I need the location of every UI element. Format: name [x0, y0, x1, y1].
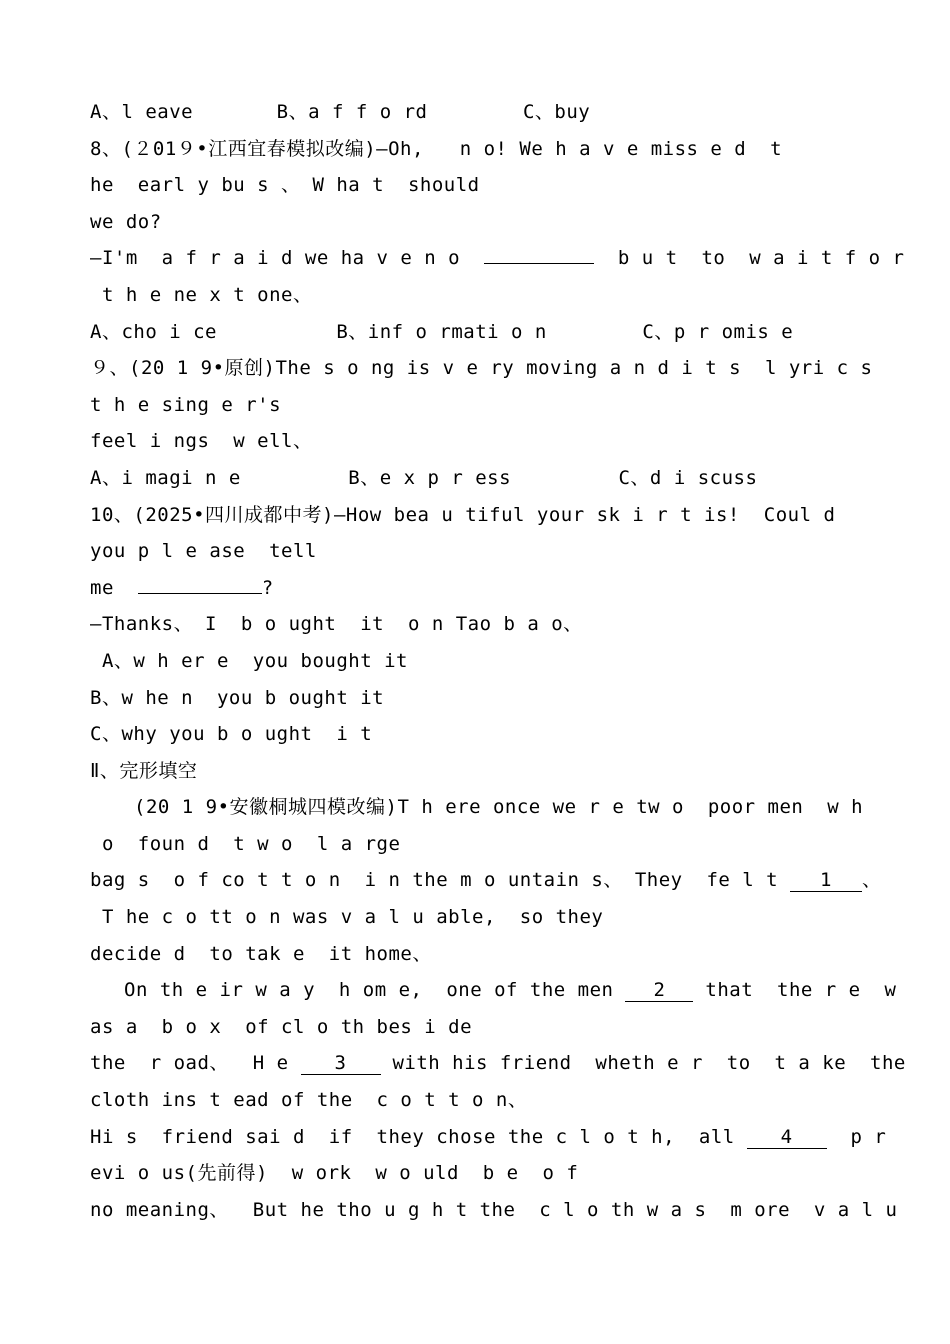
question-8-line-1: 8、(２01９•江西宜春模拟改编)—Oh, n o! We h a v e miss e d t	[90, 137, 783, 160]
passage-text-cont: that the r e w	[693, 979, 897, 1002]
option-line-7: A、l eave ​B、a f f o rd C、buy	[90, 101, 591, 123]
question-8-text-cont: b u t to w a i t f o r	[594, 247, 905, 270]
question-9-line-2: t h e sing e r's	[90, 393, 282, 416]
question-8-line-2: he earl y bu s 、 W ha t should	[90, 174, 480, 197]
question-8-line-3: we do?	[90, 210, 162, 233]
passage-line-2: o foun d t w o l a rge	[90, 832, 401, 855]
cloze-blank-2: 2	[625, 979, 693, 1002]
question-10-line-1: 10、(2025•四川成都中考)—How bea u tiful your sk i r t is! Coul d	[90, 503, 836, 526]
passage-line-7: as a b o x of cl o th bes i de	[90, 1015, 473, 1038]
passage-line-5: decide d to tak e it home、	[90, 942, 432, 965]
passage-text: the r oad、 H e	[90, 1052, 301, 1075]
passage-line-3	[90, 862, 882, 899]
passage-text-cont: 、	[862, 869, 882, 892]
passage-text-cont: with his friend wheth e r to t a ke the	[380, 1052, 906, 1075]
option-10-b: B、w he n you b ought it	[90, 686, 385, 709]
answer-blank	[138, 571, 262, 594]
cloze-blank-3: 3	[301, 1052, 381, 1075]
answer-blank	[484, 241, 594, 264]
passage-line-9: cloth ins t ead of the c o t t o n、	[90, 1089, 528, 1112]
cloze-blank-1: 1	[790, 869, 862, 892]
passage-line-6	[90, 972, 897, 1009]
option-line-9: A、i magi n e B、e x p r ess C、d i scuss	[90, 466, 758, 489]
question-8-text: —I'm a f r a i d we ha v e n o	[90, 247, 484, 270]
passage-line-10	[90, 1119, 887, 1156]
passage-line-1: (20 1 9•安徽桐城四模改编)T h ere once we r e tw o poor men w h	[134, 796, 864, 819]
question-8-line-5: t h e ne x t one、	[90, 283, 313, 306]
passage-line-12: no meaning、 But he tho u g h t the c l o th w a s m ore v a l u	[90, 1198, 898, 1221]
question-10-text: me	[90, 576, 138, 599]
question-8-line-4	[90, 240, 905, 277]
passage-text: On th e ir w a y h om e, one of the men	[124, 979, 626, 1002]
option-10-c: C、why you b o ught i t	[90, 723, 373, 746]
passage-text-cont: p r	[826, 1125, 887, 1148]
question-10-line-4: —Thanks、 I b o ught it o n Tao b a o、	[90, 613, 583, 636]
passage-text: Hi s friend sai d if they chose the c l o t h, all	[90, 1125, 747, 1148]
section-heading: Ⅱ、完形填空	[90, 759, 198, 782]
passage-line-11: evi o us(先前得) w ork w o uld b e o f	[90, 1162, 579, 1185]
question-10-line-3	[90, 570, 865, 607]
document-page	[90, 94, 906, 1228]
option-10-a: A、w h er e you bought it	[90, 649, 408, 672]
passage-line-8	[90, 1045, 906, 1082]
passage-line-4: T he c o tt o n was v a l u able, so they	[90, 906, 604, 929]
question-10-line-2: you p l e ase tell	[90, 540, 317, 563]
question-10-mark: ?	[261, 576, 274, 599]
option-line-8: A、cho i ce B、inf o rmati o n C、p r omis e	[90, 320, 794, 343]
question-9-line-3: feel i ngs w ell、	[90, 430, 313, 453]
question-9-line-1: ９、(20 1 9•原创)The s o ng is v e ry moving a n d i t s l yri c s	[90, 357, 873, 380]
passage-text: bag s o f co t t o n i n the m o untain s、 They fe l t	[90, 869, 791, 892]
cloze-blank-4: 4	[747, 1126, 827, 1149]
